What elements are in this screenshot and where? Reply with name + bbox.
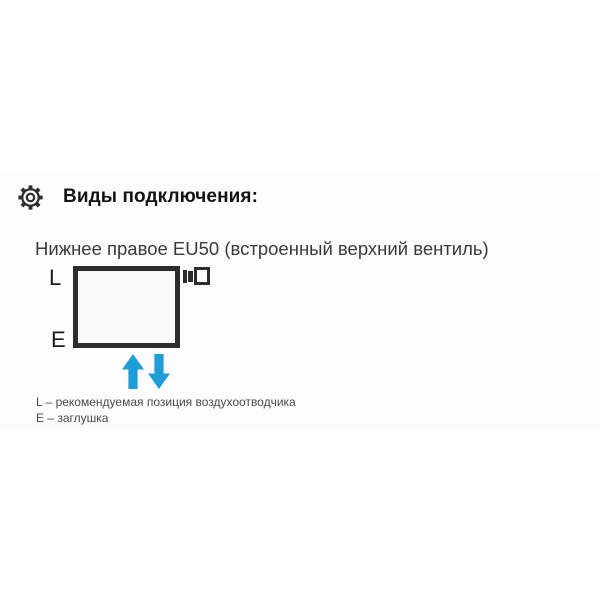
connection-type-title: Нижнее правое EU50 (встроенный верхний вентиль) — [35, 238, 489, 259]
plug-position-label: E — [51, 327, 66, 352]
air-vent-position-label: L — [49, 265, 62, 290]
radiator-body — [73, 266, 180, 348]
legend-item-air-vent: L – рекомендуемая позиция воздухоотводчика — [36, 395, 296, 409]
legend — [36, 395, 296, 426]
section-header — [17, 183, 258, 211]
top-valve-icon — [188, 271, 193, 282]
gear-icon — [17, 184, 44, 211]
section-title: Виды подключения: — [63, 186, 259, 207]
top-valve-icon — [183, 270, 188, 284]
top-valve-icon — [194, 267, 211, 285]
flow-arrow-down-icon — [148, 354, 170, 389]
flow-arrow-up-icon — [122, 354, 144, 389]
legend-item-plug: E – заглушка — [36, 410, 109, 425]
